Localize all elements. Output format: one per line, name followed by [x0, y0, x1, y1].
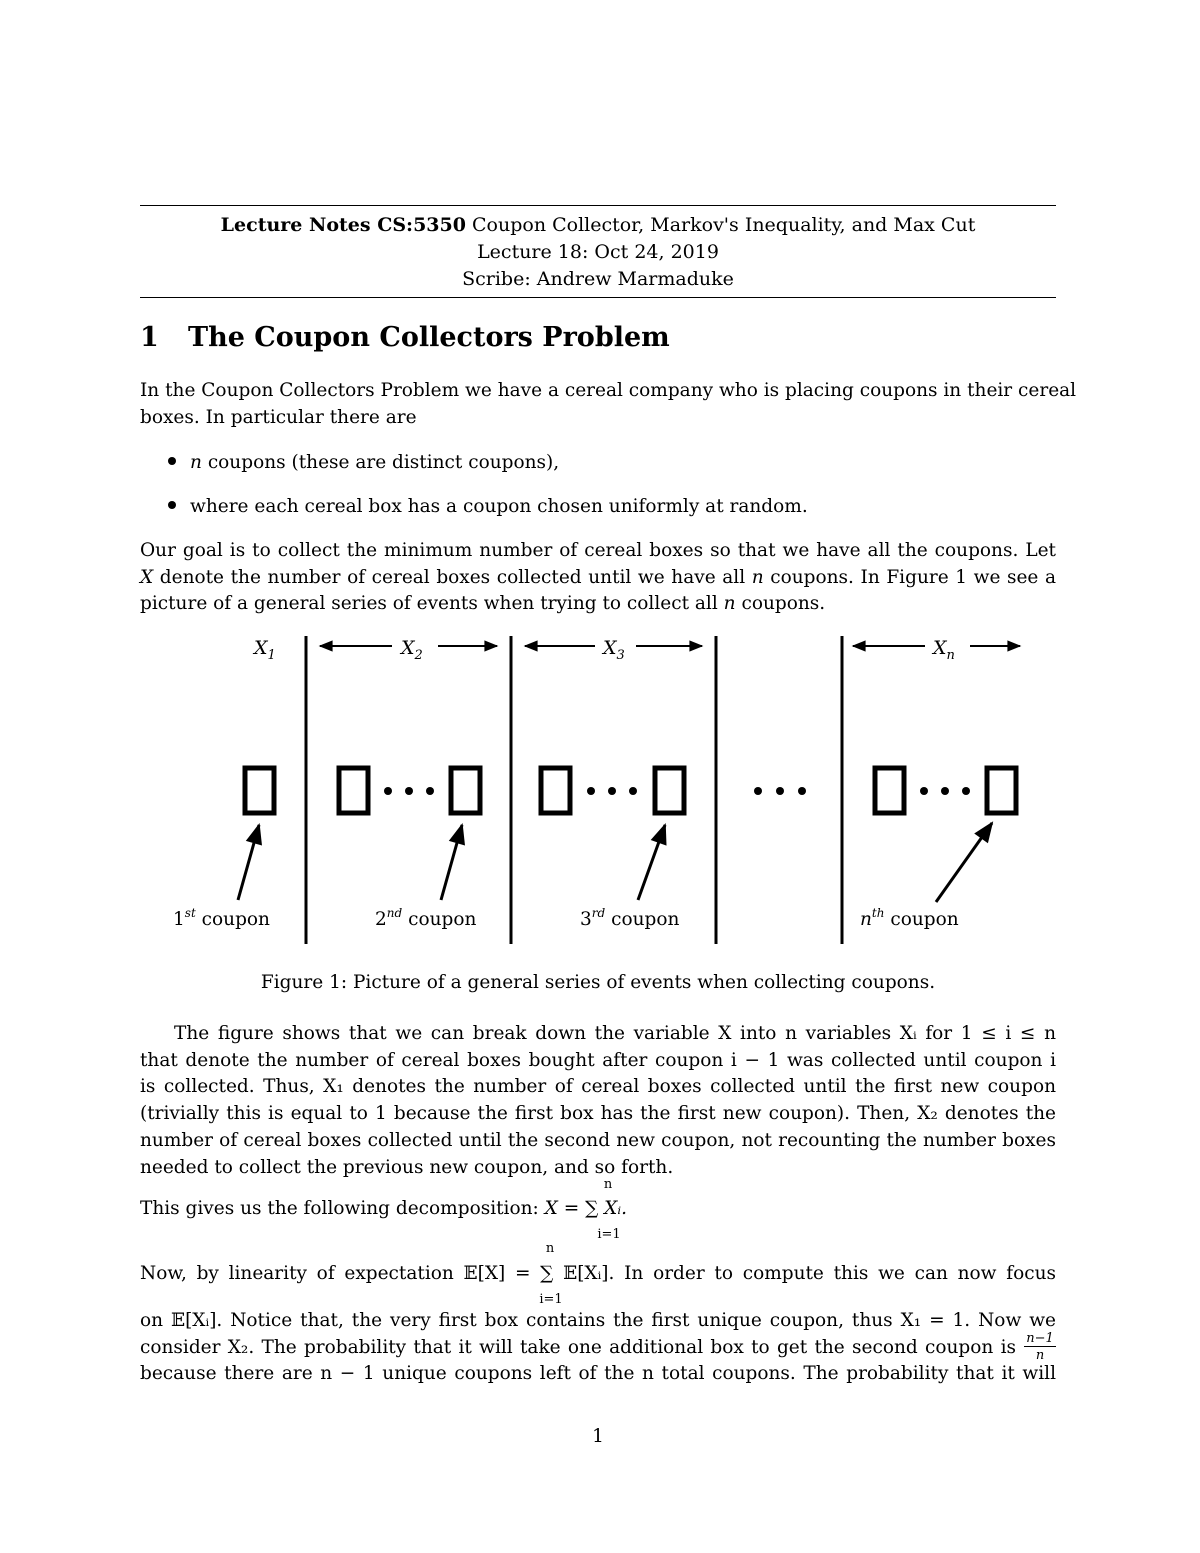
cereal-box [339, 768, 368, 813]
body-line: (trivially this is equal to 1 because the first box has the first new coupon). Then, X₂ denotes the [140, 1103, 1056, 1125]
cereal-box [655, 768, 684, 813]
decomp-text: This gives us the following decomposition: [140, 1198, 539, 1219]
ellipsis-dot [798, 787, 806, 795]
cereal-box [541, 768, 570, 813]
goal-line: picture of a general series of events when trying to collect all n coupons. [140, 593, 826, 615]
label-x1: $X_1$ [254, 637, 276, 663]
ellipsis-dot [608, 787, 616, 795]
figure-caption: Figure 1: Picture of a general series of events when collecting coupons. [260, 972, 936, 993]
ellipsis-dot [962, 787, 970, 795]
fraction-denominator: n [1035, 1348, 1045, 1363]
coupon-label-2: 2nd coupon [375, 906, 477, 930]
body-line: because there are n − 1 unique coupons left of the n total coupons. The probability that it will [140, 1363, 1056, 1385]
intro-line: In the Coupon Collectors Problem we have a cereal company who is placing coupons in their cereal [140, 380, 1077, 401]
intro-line: boxes. In particular there are [140, 406, 417, 428]
body-line: is collected. Thus, X₁ denotes the number of cereal boxes collected until the first new coupon [140, 1076, 1056, 1098]
decomp-math: X = ∑ Xᵢ. [544, 1198, 627, 1219]
goal-line: Our goal is to collect the minimum number of cereal boxes so that we have all the coupons. Let [140, 540, 1056, 561]
pointer-arrow [238, 825, 259, 900]
cereal-box [451, 768, 480, 813]
section-number: 1 [140, 322, 159, 353]
body-line: The figure shows that we can break down the variable X into n variables Xᵢ for 1 ≤ i ≤ n [174, 1023, 1056, 1044]
cereal-box [245, 768, 274, 813]
lecture-date: Lecture 18: Oct 24, 2019 [477, 241, 719, 263]
body-line: needed to collect the previous new coupon, and so forth. [140, 1156, 674, 1178]
bullet-text: where each cereal box has a coupon chosen uniformly at random. [190, 496, 808, 517]
course-code: Lecture Notes CS:5350 [220, 214, 466, 236]
bullet-text: coupons (these are distinct coupons), [207, 452, 560, 473]
label-x3: $X_3$ [603, 637, 625, 663]
body-line: consider X₂. The probability that it will take one additional box to get the second coupon is [140, 1336, 1016, 1358]
coupon-label-3: 3rd coupon [580, 906, 680, 930]
sum-lower-limit: i=1 [597, 1227, 621, 1242]
scribe-line: Scribe: Andrew Marmaduke [462, 268, 734, 290]
body-line: on 𝔼[Xᵢ]. Notice that, the very first box contains the first unique coupon, thus X₁ = 1. Now we [140, 1310, 1056, 1331]
linearity-line: Now, by linearity of expectation 𝔼[X] = ∑ 𝔼[Xᵢ]. In order to compute this we can now focus [140, 1263, 1056, 1284]
cereal-box [987, 768, 1016, 813]
sum-upper-limit: n [545, 1241, 555, 1256]
cereal-box [875, 768, 904, 813]
ellipsis-dot [754, 787, 762, 795]
sum-upper-limit: n [603, 1177, 613, 1192]
linearity-paragraph [140, 1261, 1056, 1288]
ellipsis-dot [920, 787, 928, 795]
goal-line: X denote the number of cereal boxes collected until we have all n coupons. In Figure 1 we see a [140, 566, 1057, 588]
ellipsis-dot [776, 787, 784, 795]
pointer-arrow [638, 825, 665, 900]
ellipsis-dot [405, 787, 413, 795]
ellipsis-dot [587, 787, 595, 795]
body-line: that denote the number of cereal boxes bought after coupon i − 1 was collected until coupon i [140, 1049, 1056, 1071]
ellipsis-dot [384, 787, 392, 795]
pointer-arrow [936, 823, 992, 902]
body-line: number of cereal boxes collected until the second new coupon, not recounting the number boxes [140, 1129, 1056, 1151]
body-paragraph [140, 1308, 1056, 1388]
ellipsis-dot [629, 787, 637, 795]
page-number: 1 [592, 1426, 604, 1447]
sum-lower-limit: i=1 [539, 1292, 563, 1307]
label-xn: $X_n$ [933, 637, 955, 663]
pointer-arrow [441, 825, 462, 900]
fraction-numerator: n−1 [1024, 1331, 1056, 1347]
coupon-label-n: $n^{th}$ coupon [860, 906, 959, 930]
ellipsis-dot [941, 787, 949, 795]
section-title: The Coupon Collectors Problem [188, 322, 670, 353]
lecture-topic: Coupon Collector, Markov's Inequality, and Max Cut [472, 214, 976, 236]
label-x2: $X_2$ [401, 637, 423, 663]
decomposition-line [140, 1196, 1056, 1223]
ellipsis-dot [426, 787, 434, 795]
math-n: n [190, 452, 202, 473]
body-paragraph [140, 1021, 1056, 1181]
coupon-label-1: 1st coupon [173, 906, 270, 930]
